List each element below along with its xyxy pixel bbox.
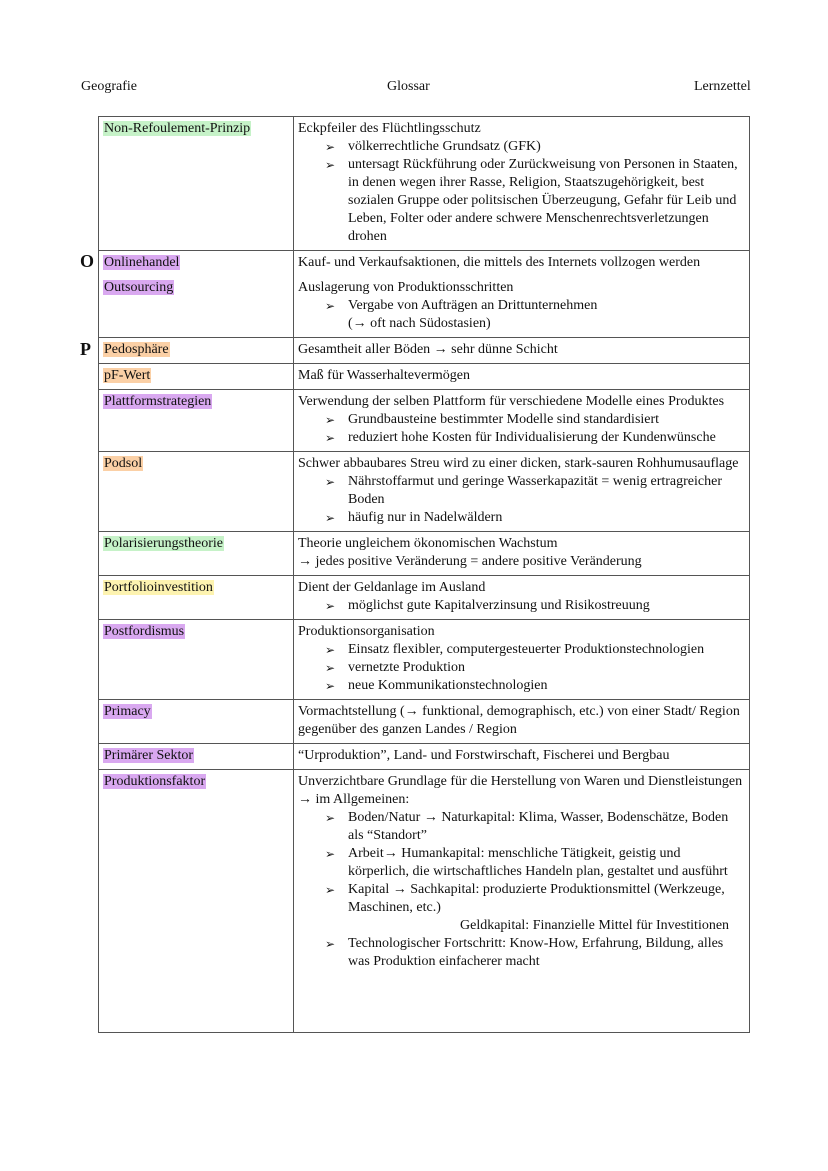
glossary-definition: Produktionsorganisation ➢ Einsatz flexibler, computergesteuerter Produktionstechnologien ➢ vernetzte Produktion ➢ neue Kommunikationstechnologien xyxy=(294,620,750,700)
glossary-term: Primacy xyxy=(104,704,151,719)
section-letter-p: P xyxy=(80,339,91,359)
glossary-definition: Theorie ungleichem ökonomischen Wachstum → jedes positive Veränderung = andere positive Veränderung xyxy=(294,532,750,576)
glossary-term: Non-Refoulement-Prinzip xyxy=(104,121,251,136)
glossary-definition: Gesamtheit aller Böden → sehr dünne Schicht xyxy=(294,338,750,364)
glossary-term: Onlinehandel xyxy=(104,255,180,270)
header-title: Glossar xyxy=(387,79,430,94)
list-item: ➢ vernetzte Produktion xyxy=(325,659,745,677)
glossary-term: Postfordismus xyxy=(104,624,185,639)
table-row xyxy=(99,251,750,277)
bullet-list xyxy=(298,138,745,246)
list-item: ➢ reduziert hohe Kosten für Individualisierung der Kundenwünsche xyxy=(325,429,745,447)
glossary-term: Produktionsfaktor xyxy=(104,774,206,789)
list-item: ➢ Vergabe von Aufträgen an Drittunternehmen xyxy=(325,297,745,315)
table-row xyxy=(99,576,750,620)
glossary-definition: Schwer abbaubares Streu wird zu einer dicken, stark-sauren Rohhumusauflage ➢ Nährstoffarmut und geringe Wasserkapazität = wenig ertragreicher Boden ➢ häufig nur in Nadelwäldern xyxy=(294,452,750,532)
glossary-term: Primärer Sektor xyxy=(104,748,194,763)
glossary-definition: Eckpfeiler des Flüchtlingsschutz ➢ völkerrechtliche Grundsatz (GFK) ➢ untersagt Rückführung oder Zurückweisung von Personen in Staaten, in denen wegen ihrer Rasse, Religion, Staatszugehörigkeit, best sozialen Gruppe oder politsischen Überzeugung, Gefahr für Leib und Leben, Folter oder andere schwere Menschenrechtsverletzungen drohen xyxy=(294,117,750,251)
glossary-definition: Maß für Wasserhaltevermögen xyxy=(294,364,750,390)
table-row xyxy=(99,744,750,770)
table-row xyxy=(99,700,750,744)
list-item: ➢ neue Kommunikationstechnologien xyxy=(325,677,745,695)
list-item: ➢ Boden/Natur → Naturkapital: Klima, Wasser, Bodenschätze, Boden als “Standort” xyxy=(325,809,745,845)
bullet-list xyxy=(298,473,745,527)
glossary-definition: Kauf- und Verkaufsaktionen, die mittels des Internets vollzogen werden xyxy=(294,251,750,277)
bullet-list xyxy=(298,641,745,695)
table-row xyxy=(99,452,750,532)
glossary-definition: Unverzichtbare Grundlage für die Herstellung von Waren und Dienstleistungen → im Allgemeinen: ➢ Boden/Natur → Naturkapital: Klima, Wasser, Bodenschätze, Boden als “Standort” ➢ Arbeit→ Humankapital: menschliche Tätigkeit, geistig und körperlich, die wirtschaftliches Handeln plan, gestaltet und ausführt ➢ Kapital → Sachkapital: produzierte Produktionsmittel (Werkzeuge, Maschinen, etc.) Geldkapital: Finanzielle Mittel für Investitionen ➢ Technologischer Fortschritt: Know-How, Erfahrung, Bildung, alles was Produktion einfacherer macht xyxy=(294,770,750,1033)
list-item: ➢ untersagt Rückführung oder Zurückweisung von Personen in Staaten, in denen wegen ihrer Rasse, Religion, Staatszugehörigkeit, best sozialen Gruppe oder politsischen Überzeugung, Gefahr für Leib und Leben, Folter oder andere schwere Menschenrechtsverletzungen drohen xyxy=(325,156,745,246)
header-subject: Geografie xyxy=(81,79,137,94)
list-item: ➢ Einsatz flexibler, computergesteuerter Produktionstechnologien xyxy=(325,641,745,659)
glossary-definition: Vormachtstellung (→ funktional, demographisch, etc.) von einer Stadt/ Region gegenüber des ganzen Landes / Region xyxy=(294,700,750,744)
table-row xyxy=(99,117,750,251)
list-item: ➢ Technologischer Fortschritt: Know-How, Erfahrung, Bildung, alles was Produktion einfacherer macht xyxy=(325,935,745,971)
section-letter-o: O xyxy=(80,251,95,271)
table-row xyxy=(99,620,750,700)
list-item: ➢ Grundbausteine bestimmter Modelle sind standardisiert xyxy=(325,411,745,429)
list-item: ➢ Kapital → Sachkapital: produzierte Produktionsmittel (Werkzeuge, Maschinen, etc.) Geldkapital: Finanzielle Mittel für Investitionen xyxy=(325,881,745,935)
list-item: ➢ Nährstoffarmut und geringe Wasserkapazität = wenig ertragreicher Boden xyxy=(325,473,745,509)
glossary-definition: Dient der Geldanlage im Ausland ➢ möglichst gute Kapitalverzinsung und Risikostreuung xyxy=(294,576,750,620)
glossary-term: Portfolioinvestition xyxy=(104,580,213,595)
bullet-list xyxy=(298,297,745,315)
glossary-term: pF-Wert xyxy=(104,368,151,383)
bullet-list xyxy=(298,809,745,971)
glossary-table xyxy=(98,116,750,1033)
table-row xyxy=(99,276,750,338)
glossary-term: Pedosphäre xyxy=(104,342,169,357)
list-item: ➢ Arbeit→ Humankapital: menschliche Tätigkeit, geistig und körperlich, die wirtschaftliches Handeln plan, gestaltet und ausführt xyxy=(325,845,745,881)
table-row xyxy=(99,532,750,576)
glossary-definition: Verwendung der selben Plattform für verschiedene Modelle eines Produktes ➢ Grundbausteine bestimmter Modelle sind standardisiert ➢ reduziert hohe Kosten für Individualisierung der Kundenwünsche xyxy=(294,390,750,452)
list-item: ➢ völkerrechtliche Grundsatz (GFK) xyxy=(325,138,745,156)
glossary-term: Podsol xyxy=(104,456,143,471)
bullet-list xyxy=(298,597,745,615)
glossary-term: Polarisierungstheorie xyxy=(104,536,223,551)
table-row xyxy=(99,390,750,452)
list-item: ➢ häufig nur in Nadelwäldern xyxy=(325,509,745,527)
table-row xyxy=(99,770,750,1033)
glossary-term: Plattformstrategien xyxy=(104,394,212,409)
glossary-definition: “Urproduktion”, Land- und Forstwirschaft, Fischerei und Bergbau xyxy=(294,744,750,770)
header-type: Lernzettel xyxy=(694,79,751,94)
table-row xyxy=(99,338,750,364)
glossary-definition: Auslagerung von Produktionsschritten ➢ Vergabe von Aufträgen an Drittunternehmen (→ oft nach Südostasien) xyxy=(294,276,750,338)
bullet-list xyxy=(298,411,745,447)
table-row xyxy=(99,364,750,390)
glossary-term: Outsourcing xyxy=(104,280,174,295)
list-item: ➢ möglichst gute Kapitalverzinsung und Risikostreuung xyxy=(325,597,745,615)
